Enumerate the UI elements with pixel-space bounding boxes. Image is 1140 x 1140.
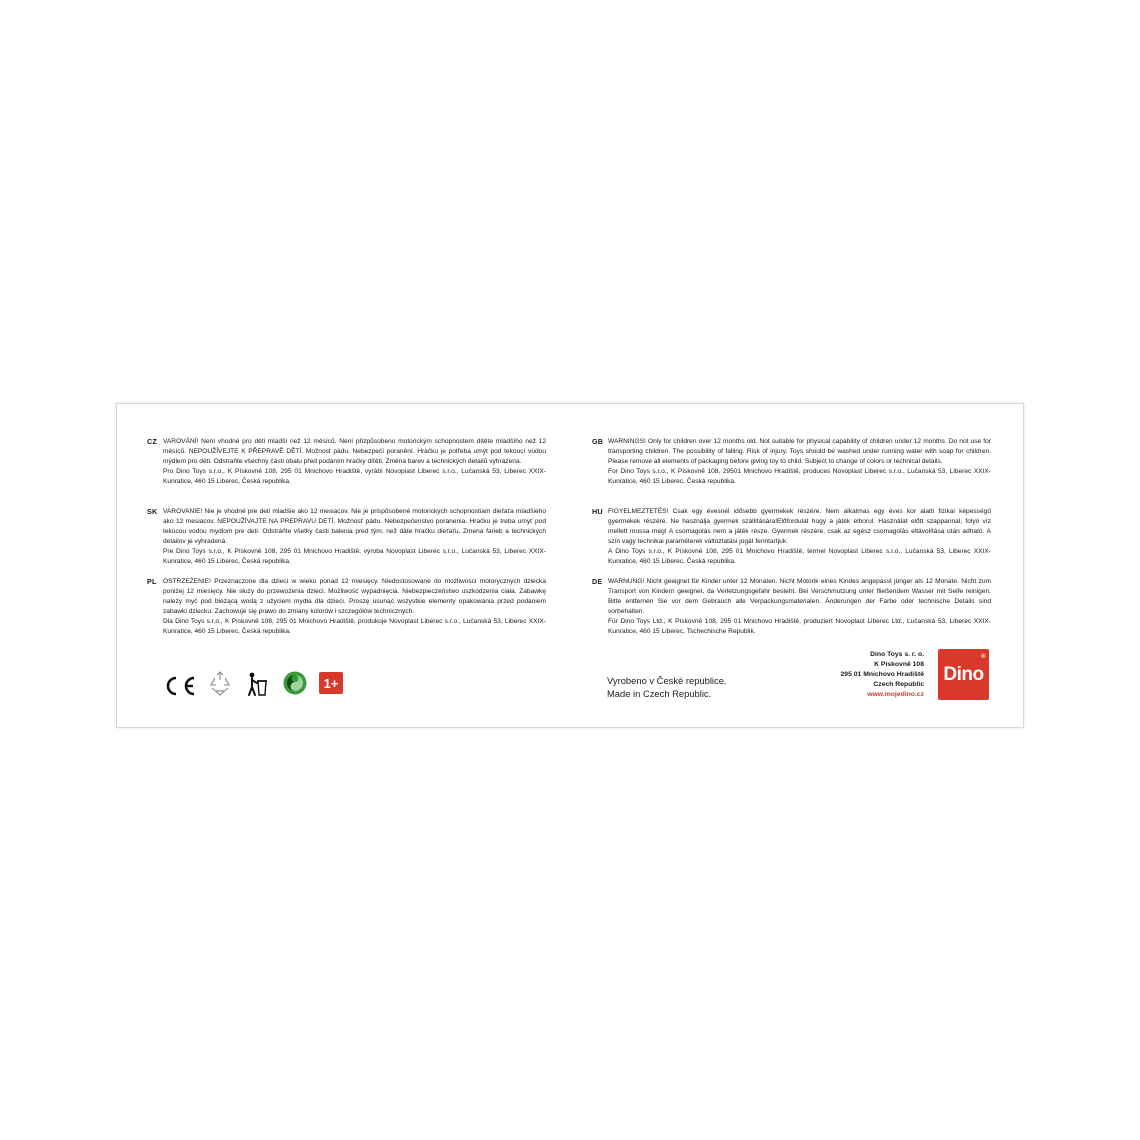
warning-label-card — [116, 403, 1024, 728]
warning-text: WARNINGS! Only for children over 12 months old. Not suitable for physical capability of children under 12 months. Do not use for transporting children. The possibility of falling. Risk of injury. Toys should be washed under running water with soap for children. Please remove all elements of packaging before giving toy to child. Subject to change of colors or technical details. — [608, 438, 991, 465]
tidyman-bin-icon — [246, 671, 268, 697]
section-cz — [147, 437, 546, 498]
section-pl — [147, 577, 546, 638]
manufacturer-address: Pre Dino Toys s.r.o., K Pískovně 108, 295 01 Mnichovo Hradiště, výroba Novoplast Liberec s.r.o., Lučanská 53, Liberec XXIX-Kunratice, 460 15 Liberec, Česká republika. — [163, 548, 546, 565]
made-in-text — [607, 674, 727, 700]
language-code: PL — [147, 577, 157, 586]
manufacturer-address: Dla Dino Toys s.r.o., K Pískovně 108, 295 01 Mnichovo Hradiště, produkuje Novoplast Liberec s.r.o., Lučanská 53, Liberec XXIX-Kunratice, 460 15 Liberec, Česká republika. — [163, 618, 546, 635]
language-code: HU — [592, 507, 603, 516]
manufacturer-address: Pro Dino Toys s.r.o., K Pískovně 108, 295 01 Mnichovo Hradiště, vyrábí Novoplast Liberec s.r.o., Lučanská 53, Liberec XXIX-Kunratice, 460 15 Liberec, Česká republika. — [163, 468, 546, 485]
language-code: DE — [592, 577, 603, 586]
green-dot-icon — [283, 671, 307, 695]
language-code: SK — [147, 507, 158, 516]
company-website: www.mojedino.cz — [867, 691, 924, 698]
made-in-english: Made in Czech Republic. — [607, 688, 712, 699]
warning-text: VAROVANIE! Nie je vhodné pre deti mladšie ako 12 mesiacov. Nie je prispôsobené motorických schopnostiam dieťaťa mladšieho ako 12 mesiacov. NEPOUŽÍVAJTE NA PREPRAVU DETÍ. Možnosť pádu. Nebezpečenstvo poranenia. Hračku je treba umyť pod tekúcou vodou mydlom pre deti. Odstráňte všetky časti balenia pred tým, než dáte hračku dieťaťu. Zmena fariеb a technických detailov je vyhradená. — [163, 508, 546, 545]
company-address-block — [841, 650, 924, 700]
section-hu — [592, 507, 991, 568]
age-warning-icon — [319, 672, 343, 694]
manufacturer-address: A Dino Toys s.r.o., K Pískovně 108, 295 01 Mnichovo Hradiště, termel Novoplast Liberec s.r.o., Lučanská 53, Liberec XXIX-Kunratice, 460 15 Liberec, Česká republika. — [608, 548, 991, 565]
dino-logo — [938, 649, 989, 700]
company-city: 295 01 Mnichovo Hradiště — [840, 671, 924, 678]
manufacturer-address: Für Dino Toys Ltd., K Pískovně 108, 295 01 Mnichovo Hradiště, produziert Novoplast Liberec Ltd., Lučanská 53, Liberec XXIX-Kunratice, 460 15 Liberec, Tschechische Republik. — [608, 618, 991, 635]
manufacturer-address: For Dino Toys s.r.o., K Pískovně 108, 29501 Mnichovo Hradiště, produces Novoplast Liberec s.r.o., Lučanská 53, Liberec XXIX-Kunratice, 460 15 Liberec, Česká republika. — [608, 468, 991, 485]
company-street: K Pískovně 108 — [874, 661, 924, 668]
language-code: GB — [592, 437, 604, 446]
logo-text: Dino — [943, 663, 984, 685]
warning-text: OSTRZEŻENIE! Przeznaczone dla dzieci w wieku ponad 12 miesięcy. Niedostosowane do możliwości motorycznych dziecka poniżej 12 miesięcy. Nie służy do przewożenia dzieci. Możliwość wypadnięcia. Niebezpieczeństwo uszkodzenia ciała. Zabawkę należy myć pod bieżącą wodą z użyciem mydła dla dzieci. Proszę usunąć wszystkie elementy opakowania przed podaniem zabawki dziecku. Zachowuje się prawo do zmiany kolorów i szczegółów technicznych. — [163, 578, 546, 615]
section-de — [592, 577, 991, 638]
registered-mark: ® — [981, 654, 985, 660]
section-sk — [147, 507, 546, 568]
warning-text: VAROVÁNÍ! Není vhodné pro děti mladší než 12 měsíců. Není přizpůsobeno motorickým schopnostem dítěte mladšího než 12 měsíců. NEPOUŽÍVEJTE K PŘEPRAVĚ DĚTÍ. Možnost pádu. Nebezpečí poranění. Hračku je potřeba umýt pod tekoucí vodou mýdlem pro děti. Odstraňte všechny části obalu před podáním hračky dítěti. Změna barev a technických detailů vyhrazena. — [163, 438, 546, 465]
language-code: CZ — [147, 437, 157, 446]
recycle-icon — [208, 671, 232, 697]
right-column — [592, 437, 991, 647]
section-gb — [592, 437, 991, 498]
company-name: Dino Toys s. r. o. — [870, 651, 924, 658]
warning-text: FIGYELMEZTETÉS! Csak egy évesnél idősebb gyermekek részére. Nem alkalmas egy éves kor alatti fizikai képességű gyermekek részére. Ne használja gyermek szállítására!Előfordulat hogy a játék elborul. Használat előtt szappannal, folyó víz mellett mossa meg! A csomagolás nem a játék része. Gyermek részére, csak az egész csomagolás eltávolítása után adható. A szín vagy technikai paraméterek változtatási jogát fenntartjuk. — [608, 508, 991, 545]
made-in-czech: Vyrobeno v České republice. — [607, 675, 727, 686]
company-country: Czech Republic — [873, 681, 924, 688]
warning-text: WARNUNG! Nicht geeignet für Kinder unter 12 Monaten. Nicht Motorik eines Kindes angepasst jünger als 12 Monate. Nicht zum Transport von Kindern geeignet, da Verletzungsgefahr besteht. Bei Verschmutzung unter fließendem Wasser mit Seife reinigen. Bitte entfernen Sie vor dem Gebrauch alle Verpackungsmaterialen. Änderungen der Farbe oder technische Details sind vorbehalten. — [608, 578, 991, 615]
left-column — [147, 437, 546, 647]
ce-mark-icon — [161, 675, 197, 697]
age-label: 1+ — [323, 675, 339, 691]
